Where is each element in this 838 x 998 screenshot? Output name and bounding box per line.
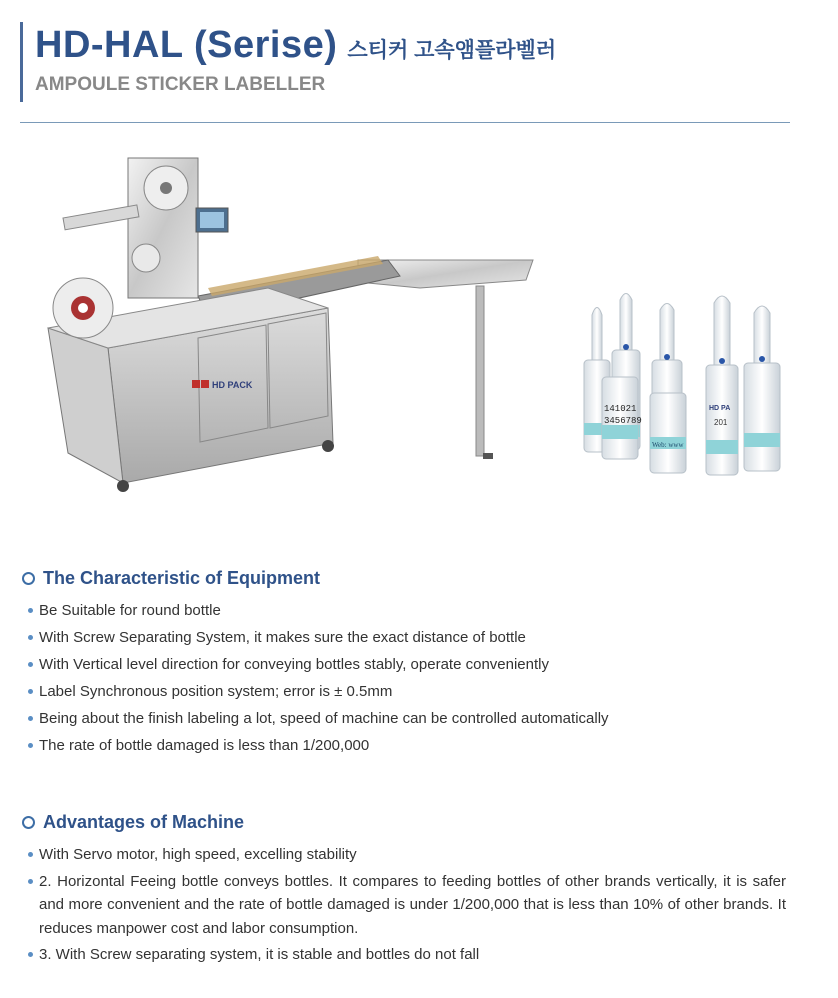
ampoule-label-date: 141021 bbox=[604, 404, 637, 414]
characteristics-title: The Characteristic of Equipment bbox=[43, 568, 321, 588]
title-row bbox=[35, 22, 556, 68]
section-bullet-icon bbox=[22, 572, 35, 585]
advantages-title: Advantages of Machine bbox=[43, 812, 245, 832]
advantages-list bbox=[26, 843, 786, 970]
page-title-korean: 스티커 고속앰플라벨러 bbox=[347, 39, 557, 62]
ampoule-label-number: 3456789 bbox=[604, 416, 642, 426]
list-item: 3. With Screw separating system, it is stable and bottles do not fall bbox=[26, 943, 786, 967]
ampoules-image bbox=[572, 285, 790, 480]
list-item: 2. Horizontal Feeing bottle conveys bottles. It compares to feeding bottles of other brands vertically, it is safer and more convenient and the rate of bottle damaged is under 1/200,000 that is less than 10% of other brands. It reduces manpower cost and labor consumption. bbox=[26, 870, 786, 941]
list-item: With Servo motor, high speed, excelling stability bbox=[26, 843, 786, 867]
characteristics-list bbox=[26, 597, 786, 759]
page-subtitle: AMPOULE STICKER LABELLER bbox=[35, 74, 326, 95]
page-header bbox=[20, 22, 556, 102]
advantages-heading bbox=[22, 812, 244, 833]
labeller-machine-image bbox=[28, 148, 538, 503]
ampoule-group bbox=[584, 294, 780, 476]
characteristics-heading bbox=[22, 568, 320, 589]
list-item: With Screw Separating System, it makes sure the exact distance of bottle bbox=[26, 624, 786, 651]
list-item: The rate of bottle damaged is less than 1/200,000 bbox=[26, 732, 786, 759]
ampoule-label-code: 201 bbox=[714, 418, 728, 427]
list-item: Label Synchronous position system; error is ± 0.5mm bbox=[26, 678, 786, 705]
machine-brand-text: HD PACK bbox=[212, 380, 253, 390]
section-bullet-icon bbox=[22, 816, 35, 829]
page-title: HD-HAL (Serise) bbox=[35, 24, 338, 66]
ampoule-label-brand: HD PA bbox=[709, 405, 731, 412]
ampoule-label-web: Web: www bbox=[652, 441, 684, 449]
header-divider bbox=[20, 122, 790, 123]
list-item: Being about the finish labeling a lot, speed of machine can be controlled automatically bbox=[26, 705, 786, 732]
list-item: Be Suitable for round bottle bbox=[26, 597, 786, 624]
list-item: With Vertical level direction for conveying bottles stably, operate conveniently bbox=[26, 651, 786, 678]
